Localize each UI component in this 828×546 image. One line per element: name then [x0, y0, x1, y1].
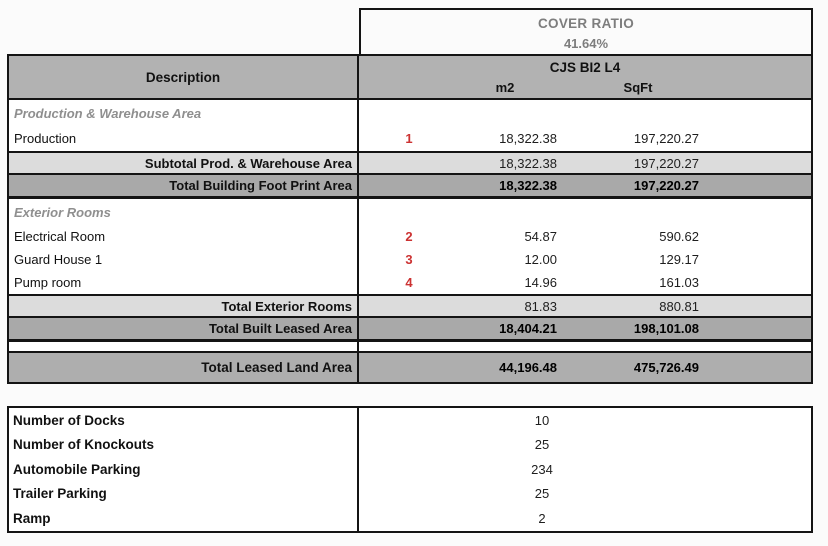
facility-label: Automobile Parking: [9, 457, 359, 482]
sqft-value: 880.81: [659, 298, 699, 314]
filler-cell: [711, 248, 811, 271]
m2-value: 44,196.48: [499, 360, 557, 375]
site-header: [359, 56, 811, 98]
site-code: CJS BI2 L4: [549, 59, 621, 75]
filler-cell: [711, 153, 811, 173]
section-label: Exterior Rooms: [9, 199, 359, 225]
cover-spacer: [7, 8, 359, 54]
column-header-description: Description: [9, 56, 359, 98]
ref-number: [359, 318, 445, 339]
filler-cell: [359, 199, 811, 225]
ref-number: 4: [405, 275, 413, 290]
facility-value-cell: [359, 457, 811, 482]
row-label: Electrical Room: [9, 225, 359, 248]
cover-ratio-value: 41.64%: [563, 36, 609, 51]
m2-value: 18,404.21: [499, 321, 557, 336]
facility-value-cell: [359, 506, 811, 531]
filler-cell: [711, 271, 811, 294]
ref-number: [359, 296, 445, 316]
ref-number: 2: [405, 229, 413, 244]
ref-number: [359, 353, 445, 382]
section-exterior-rooms-row: [9, 199, 811, 225]
m2-value: 12.00: [524, 252, 557, 267]
cover-ratio-row: [7, 8, 813, 54]
row-label: Total Leased Land Area: [9, 353, 359, 382]
sqft-value: 197,220.27: [633, 155, 699, 171]
spacer-label-cell: [9, 342, 359, 351]
unit-headers: [359, 78, 811, 98]
facility-label: Number of Knockouts: [9, 433, 359, 458]
facility-row-trailer-parking: [9, 482, 811, 507]
row-label: Subtotal Prod. & Warehouse Area: [9, 153, 359, 173]
area-table: [7, 54, 813, 384]
ref-number: [359, 153, 445, 173]
filler-cell: [711, 353, 811, 382]
cover-ratio-box: [359, 8, 813, 54]
facility-row-docks: [9, 408, 811, 433]
ref-number: 1: [405, 131, 413, 146]
sqft-value: 198,101.08: [633, 321, 699, 336]
row-label: Total Exterior Rooms: [9, 296, 359, 316]
m2-value: 54.87: [524, 229, 557, 244]
area-summary-sheet: [7, 8, 813, 533]
section-production-warehouse-row: [9, 100, 811, 126]
row-label: Total Building Foot Print Area: [9, 175, 359, 196]
guard-house-row: [9, 248, 811, 271]
filler-cell: [711, 225, 811, 248]
pump-room-row: [9, 271, 811, 296]
m2-value: 18,322.38: [499, 131, 557, 146]
facility-value-cell: [359, 408, 811, 433]
subtotal-prod-warehouse-row: [9, 153, 811, 175]
electrical-room-row: [9, 225, 811, 248]
sqft-value: 590.62: [659, 229, 699, 244]
sqft-value: 161.03: [659, 275, 699, 290]
m2-value: 14.96: [524, 275, 557, 290]
filler-cell: [711, 126, 811, 151]
sqft-value: 129.17: [659, 252, 699, 267]
row-label: Production: [9, 126, 359, 151]
row-label: Guard House 1: [9, 248, 359, 271]
filler-cell: [359, 342, 811, 351]
filler-cell: [711, 175, 811, 196]
filler-cell: [711, 296, 811, 316]
facility-value-cell: [359, 482, 811, 507]
facility-label: Trailer Parking: [9, 482, 359, 507]
row-label: Pump room: [9, 271, 359, 294]
m2-value: 18,322.38: [499, 178, 557, 193]
filler-cell: [711, 318, 811, 339]
facilities-table: [7, 406, 813, 533]
filler-cell: [359, 100, 811, 126]
table-header-row: [9, 56, 811, 100]
sqft-value: 197,220.27: [633, 131, 699, 146]
production-row: [9, 126, 811, 153]
facility-value: 25: [534, 486, 550, 502]
facility-row-automobile-parking: [9, 457, 811, 482]
facility-value-cell: [359, 433, 811, 458]
facility-value: 2: [538, 510, 546, 526]
ref-number: [359, 175, 445, 196]
section-label: Production & Warehouse Area: [9, 100, 359, 126]
sqft-value: 197,220.27: [633, 178, 699, 193]
spacer-row: [9, 342, 811, 353]
sqft-value: 475,726.49: [633, 360, 699, 375]
facility-row-knockouts: [9, 433, 811, 458]
facility-value: 10: [534, 412, 550, 428]
total-leased-land-row: [9, 353, 811, 382]
ref-number: 3: [405, 252, 413, 267]
total-exterior-rooms-row: [9, 296, 811, 318]
total-built-leased-row: [9, 318, 811, 342]
cover-ratio-title: COVER RATIO: [537, 16, 635, 31]
facility-row-ramp: [9, 506, 811, 531]
row-label: Total Built Leased Area: [9, 318, 359, 339]
unit-header-spacer: [359, 78, 445, 98]
column-header-m2: m2: [495, 79, 515, 95]
facility-label: Number of Docks: [9, 408, 359, 433]
m2-value: 18,322.38: [499, 155, 557, 171]
total-building-footprint-row: [9, 175, 811, 199]
column-header-sqft: SqFt: [623, 79, 653, 95]
m2-value: 81.83: [524, 298, 557, 314]
facility-value: 25: [534, 437, 550, 453]
facility-value: 234: [531, 461, 553, 477]
facility-label: Ramp: [9, 506, 359, 531]
